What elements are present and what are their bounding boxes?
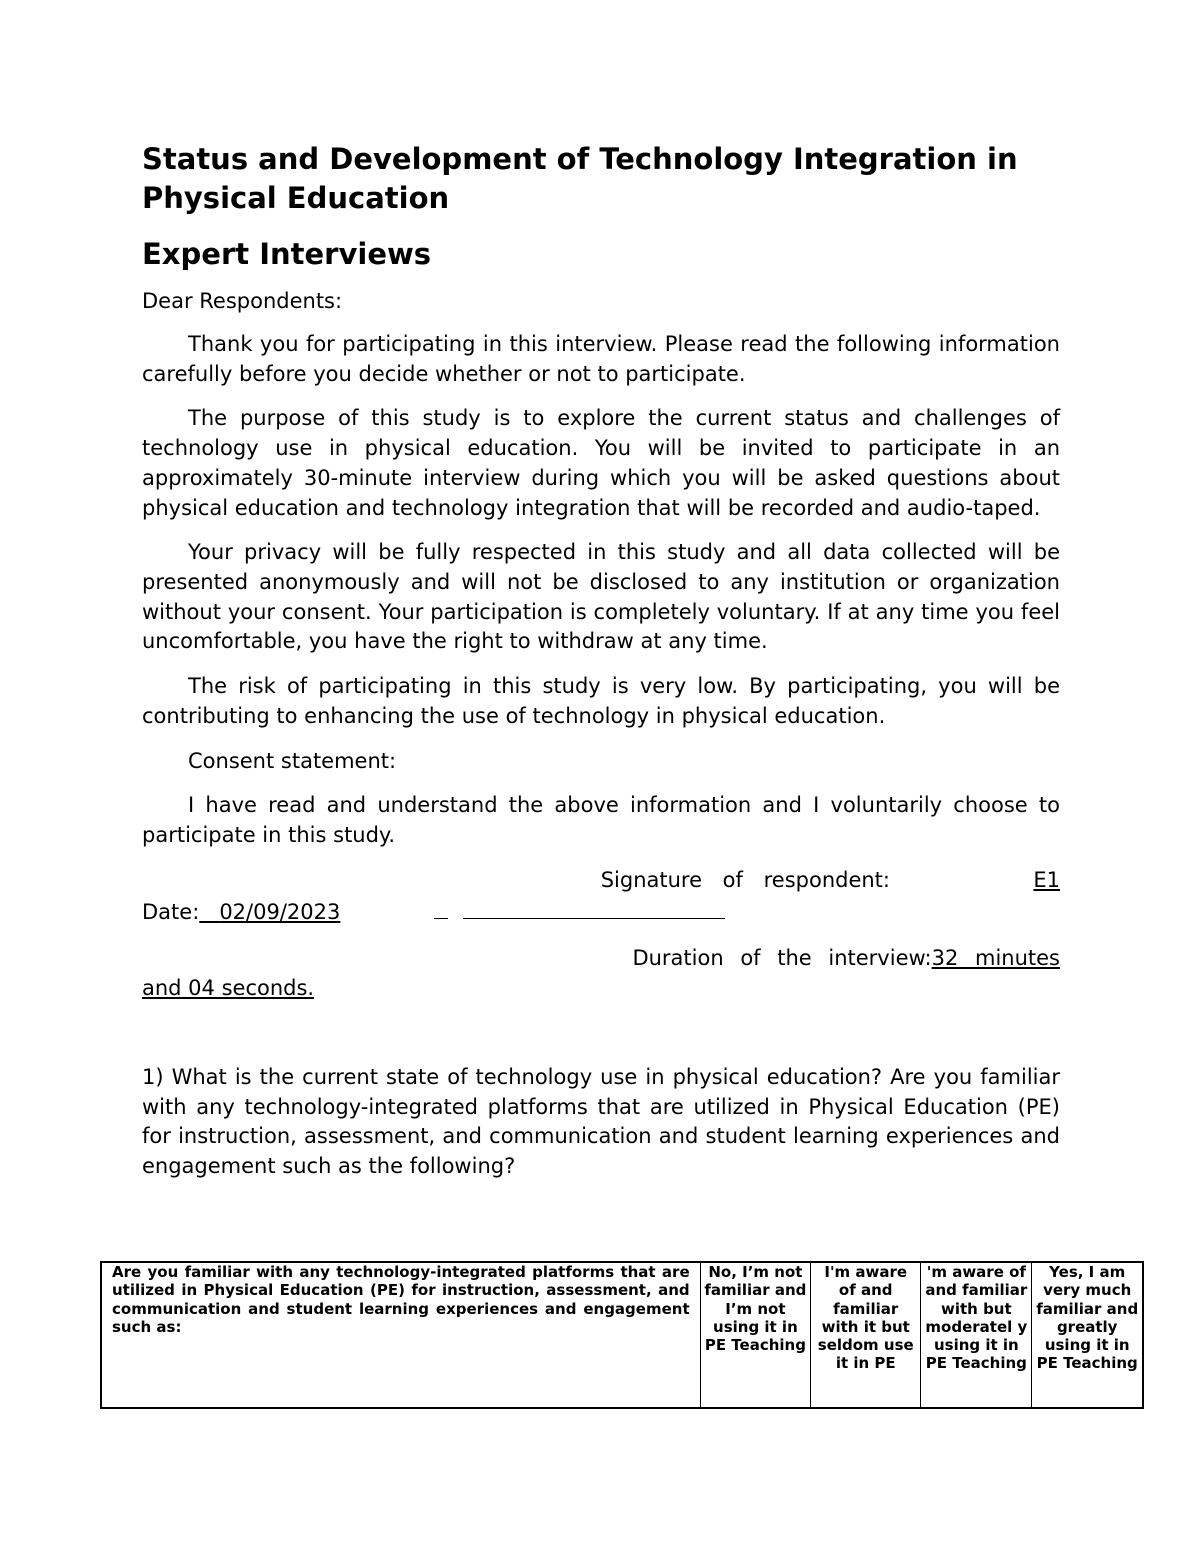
table-lead-header: Are you familiar with any technology-integrated platforms that are utilized in Physical Education (PE) for instruction, assessment, and communication and student learning experiences and engagement such as: [101, 1262, 700, 1408]
salutation: Dear Respondents: [142, 289, 343, 313]
familiarity-table [100, 1261, 1144, 1409]
question-1: 1) What is the current state of technology use in physical education? Are you familiar with any technology-integrated platforms that are utilized in Physical Education (PE) for instruction, assessment, and communication and student learning experiences and engagement such as the following? [142, 1064, 1060, 1178]
signature-line [142, 865, 1060, 895]
document-page [142, 140, 1060, 1182]
option-not-familiar: No, I’m not familiar and I’m not using it in PE Teaching [700, 1262, 811, 1408]
duration-line [142, 943, 1060, 973]
privacy-paragraph: Your privacy will be fully respected in this study and all data collected will be presented anonymously and will not be disclosed to any institution or organization without your consent. Your participation is completely voluntary. If at any time you feel uncomfortable, you have the right to withdraw at any time. [142, 540, 1060, 654]
consent-text: I have read and understand the above information and I voluntarily choose to participate in this study. [142, 793, 1060, 848]
document-subtitle: Expert Interviews [142, 237, 432, 271]
duration-label: Duration of the interview: [632, 945, 932, 970]
duration-value-text: and 04 seconds. [142, 975, 315, 1000]
signature-value: E1 [1033, 867, 1060, 892]
intro-paragraph: Thank you for participating in this interview. Please read the following information carefully before you decide whether or not to participate. [142, 332, 1060, 386]
date-line [142, 897, 1060, 927]
option-aware-moderately: 'm aware of and familiar with but moderatel y using it in PE Teaching [921, 1262, 1032, 1408]
risk-paragraph: The risk of participating in this study is very low. By participating, you will be contributing to enhancing the use of technology in physical education. [142, 674, 1060, 728]
signature-label: Signature of respondent: [600, 867, 890, 892]
purpose-paragraph: The purpose of this study is to explore the current status and challenges of technology use in physical education. You will be invited to participate in an approximately 30-minute interview during which you will be asked questions about physical education and technology integration that will be recorded and audio-taped. [142, 406, 1060, 520]
option-very-familiar: Yes, I am very much familiar and greatly using it in PE Teaching [1032, 1262, 1143, 1408]
date-value: 02/09/2023 [219, 899, 341, 924]
duration-value-part2 [142, 973, 364, 1003]
date-field [199, 897, 427, 927]
duration-line-continued [142, 973, 1060, 1003]
consent-heading: Consent statement: [188, 749, 397, 774]
duration-value-part1: 32 minutes [931, 945, 1060, 970]
document-title: Status and Development of Technology Integration in Physical Education [142, 142, 1018, 215]
date-label: Date: [142, 899, 200, 924]
table-header-row [101, 1262, 1143, 1408]
date-blank-long [463, 897, 725, 919]
option-aware-seldom: I'm aware of and familiar with it but seldom use it in PE [811, 1262, 921, 1408]
signature-field [890, 865, 1060, 895]
date-blank-short [434, 897, 448, 919]
